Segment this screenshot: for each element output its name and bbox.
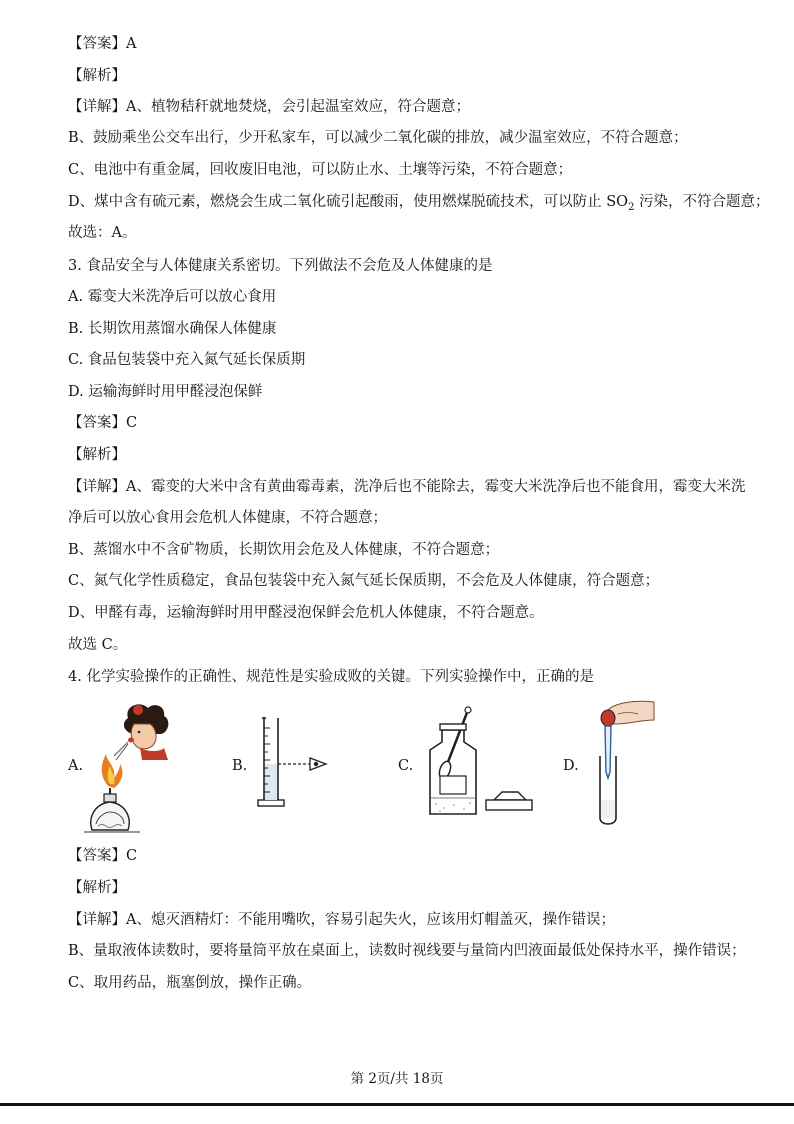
figure-reagent-bottle-stopper-inverted xyxy=(424,706,534,818)
q3-answer: 【答案】C xyxy=(68,415,138,431)
q3-option-a: A. 霉变大米洗净后可以放心食用 xyxy=(68,289,277,305)
q3-detail-c: C、氮气化学性质稳定，食品包装袋中充入氮气延长保质期，不会危及人体健康，符合题意； xyxy=(68,573,660,589)
q2-analysis-heading: 【解析】 xyxy=(68,68,126,84)
q4-option-d-label: D. xyxy=(563,758,579,774)
q2-detail-d: D、煤中含有硫元素，燃烧会生成二氧化硫引起酸雨，使用燃煤脱硫技术，可以防止 $SO_2$ 污染，不符合题意； xyxy=(68,194,770,213)
q4-option-a-label: A. xyxy=(68,758,84,774)
figure-blowing-out-alcohol-lamp xyxy=(84,700,180,834)
figure-reading-measuring-cylinder xyxy=(254,714,334,812)
q3-option-c: C. 食品包装袋中充入氮气延长保质期 xyxy=(68,352,306,368)
q3-option-d: D. 运输海鲜时用甲醛浸泡保鲜 xyxy=(68,384,263,400)
q3-analysis-heading: 【解析】 xyxy=(68,447,126,463)
q2-detail-a: 【详解】A、植物秸秆就地焚烧，会引起温室效应，符合题意； xyxy=(68,99,470,115)
bottom-rule xyxy=(0,1103,794,1106)
q3-conclusion: 故选 C。 xyxy=(68,637,128,653)
q3-option-b: B. 长期饮用蒸馏水确保人体健康 xyxy=(68,321,277,337)
q2-detail-b: B、鼓励乘坐公交车出行，少开私家车，可以减少二氧化碳的排放，减少温室效应，不符合题意； xyxy=(68,130,688,146)
q2-detail-c: C、电池中有重金属，回收废旧电池，可以防止水、土壤等污染，不符合题意； xyxy=(68,162,573,178)
q4-detail-c: C、取用药品，瓶塞倒放，操作正确。 xyxy=(68,975,312,991)
q3-stem: 3. 食品安全与人体健康关系密切。下列做法不会危及人体健康的是 xyxy=(68,258,493,274)
q2-answer: 【答案】A xyxy=(68,36,137,52)
q3-detail-a-1: 【详解】A、霉变的大米中含有黄曲霉毒素，洗净后也不能除去，霉变大米洗净后也不能食用，霉变大米洗 xyxy=(68,479,746,495)
q4-analysis-heading: 【解析】 xyxy=(68,880,126,896)
figure-dropper-into-test-tube xyxy=(588,700,658,828)
q3-detail-d: D、甲醛有毒，运输海鲜时用甲醛浸泡保鲜会危机人体健康，不符合题意。 xyxy=(68,605,544,621)
q4-option-b-label: B. xyxy=(232,758,248,774)
q3-detail-b: B、蒸馏水中不含矿物质，长期饮用会危及人体健康，不符合题意； xyxy=(68,542,500,558)
q4-answer: 【答案】C xyxy=(68,848,138,864)
q3-detail-a-2: 净后可以放心食用会危机人体健康，不符合题意； xyxy=(68,510,387,526)
q4-detail-b: B、量取液体读数时，要将量筒平放在桌面上，读数时视线要与量筒内凹液面最低处保持水平，操作错误； xyxy=(68,943,746,959)
q2-conclusion: 故选：A。 xyxy=(68,225,137,241)
page-number-footer: 第 2页/共 18页 xyxy=(350,1071,444,1087)
q4-detail-a: 【详解】A、熄灭酒精灯：不能用嘴吹，容易引起失火，应该用灯帽盖灭，操作错误； xyxy=(68,912,615,928)
q4-stem: 4. 化学实验操作的正确性、规范性是实验成败的关键。下列实验操作中，正确的是 xyxy=(68,669,594,685)
q4-option-c-label: C. xyxy=(398,758,414,774)
